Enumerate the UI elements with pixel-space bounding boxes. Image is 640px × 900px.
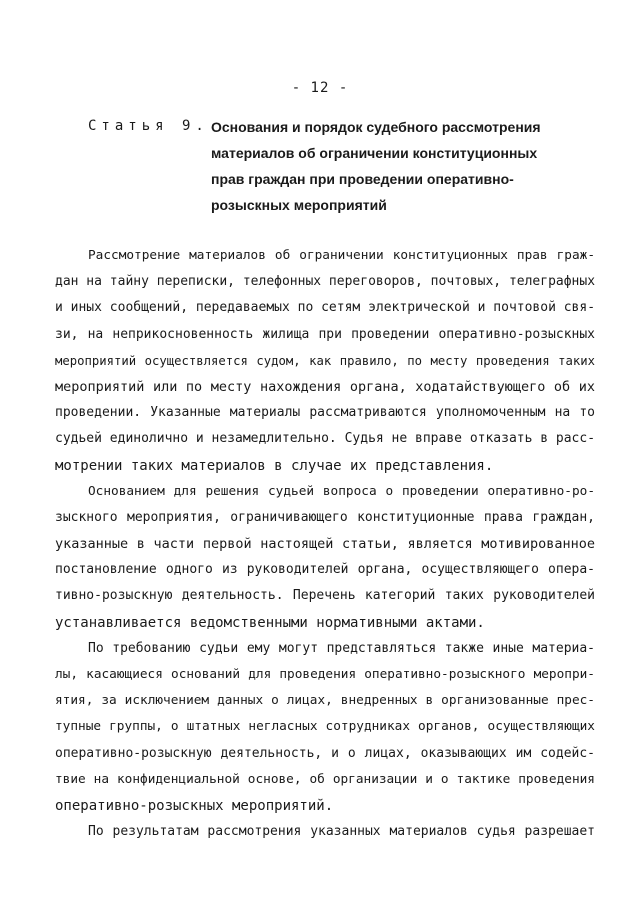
- body-line: оперативно-розыскную деятельность, и о лицах, оказывающих им содейс-: [55, 745, 595, 761]
- body-line: Рассмотрение материалов об ограничении конституционных прав граж-: [88, 248, 595, 263]
- body-line: мотрении таких материалов в случае их представления.: [55, 457, 494, 474]
- body-line: мероприятий осуществляется судом, как правило, по месту проведения таких: [55, 353, 595, 368]
- body-line: зыскного мероприятия, ограничивающего конституционные права граждан,: [55, 509, 595, 525]
- body-line: оперативно-розыскных мероприятий.: [55, 797, 334, 814]
- body-line: устанавливается ведомственными нормативными актами.: [55, 614, 485, 631]
- body-line: дан на тайну переписки, телефонных переговоров, почтовых, телеграфных: [55, 274, 596, 290]
- article-label: Статья 9.: [88, 118, 209, 134]
- body-line: мероприятий или по месту нахождения органа, ходатайствующего об их: [55, 378, 595, 395]
- article-body: [55, 243, 595, 845]
- article-title: [211, 114, 611, 218]
- body-line: проведении. Указанные материалы рассматриваются уполномоченным на то: [55, 405, 595, 421]
- page-number: - 12 -: [291, 80, 349, 96]
- body-line: зи, на неприкосновенность жилища при проведении оперативно-розыскных: [55, 326, 595, 342]
- body-line: судьей единолично и незамедлительно. Судья не вправе отказать в расс-: [55, 431, 596, 447]
- body-line: ятия, за исключением данных о лицах, внедренных в организованные прес-: [55, 693, 595, 709]
- body-line: По требованию судьи ему могут представляться также иные материа-: [88, 640, 595, 656]
- body-line: постановление одного из руководителей органа, осуществляющего опера-: [55, 562, 595, 578]
- article-title-line: розыскных мероприятий: [211, 197, 387, 213]
- body-line: По результатам рассмотрения указанных материалов судья разрешает: [88, 824, 595, 840]
- article-title-line: прав граждан при проведении оперативно-: [211, 171, 514, 187]
- body-line: указанные в части первой настоящей статьи, является мотивированное: [55, 536, 595, 553]
- article-title-line: материалов об ограничении конституционных: [211, 145, 538, 161]
- body-line: и иных сообщений, передаваемых по сетям электрической и почтовой свя-: [55, 300, 596, 316]
- body-line: твие на конфиденциальной основе, об организации и о тактике проведения: [55, 771, 595, 787]
- body-line: лы, касающиеся оснований для проведения оперативно-розыскного меропри-: [55, 667, 595, 682]
- article-title-line: Основания и порядок судебного рассмотрения: [211, 119, 541, 135]
- body-line: Основанием для решения судьей вопроса о проведении оперативно-ро-: [88, 483, 595, 499]
- body-line: тупные группы, о штатных негласных сотрудниках органов, осуществляющих: [55, 719, 595, 735]
- body-line: тивно-розыскную деятельность. Перечень категорий таких руководителей: [55, 588, 595, 604]
